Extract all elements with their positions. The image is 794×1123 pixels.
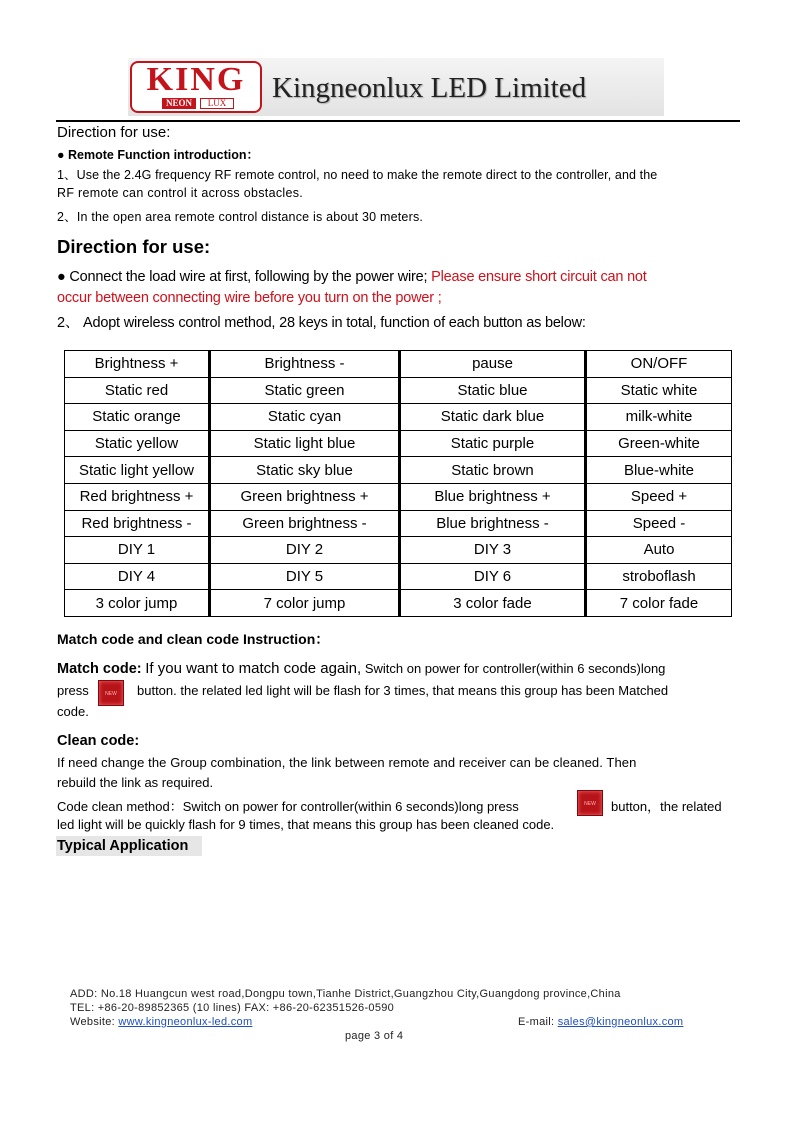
table-cell: Static orange (65, 404, 210, 431)
clean-code-line1: If need change the Group combination, the link between remote and receiver can be cleaned. Then (57, 755, 637, 770)
table-cell: 3 color jump (65, 590, 210, 617)
table-cell: ON/OFF (586, 351, 732, 378)
bullet-warning-text: Please ensure short circuit can not (431, 269, 647, 285)
clean-method-after: button，the related (611, 799, 722, 814)
table-cell: Static light blue (210, 430, 400, 457)
table-row (65, 563, 732, 590)
clean-code-line4: led light will be quickly flash for 9 times, that means this group has been cleaned code. (57, 817, 555, 832)
match-code-text-large: If you want to match code again, (145, 660, 362, 677)
table-cell: Static light yellow (65, 457, 210, 484)
clean-code-label: Clean code: (57, 733, 140, 749)
remote-function-subheading: ● Remote Function introduction： (57, 148, 259, 162)
match-code-after-button: button. the related led light will be flash for 3 times, that means this group has been Matched (137, 683, 669, 698)
table-cell: Auto (586, 537, 732, 564)
match-code-text: Switch on power for controller(within 6 seconds)long (364, 661, 666, 676)
table-cell: Static dark blue (400, 404, 586, 431)
table-cell: Green-white (586, 430, 732, 457)
header-divider (56, 120, 740, 122)
section1-line1b: RF remote can control it across obstacles. (57, 186, 304, 200)
table-row (65, 510, 732, 537)
table-cell: Static green (210, 377, 400, 404)
table-cell: Static blue (400, 377, 586, 404)
table-cell: DIY 1 (65, 537, 210, 564)
table-cell: Static yellow (65, 430, 210, 457)
match-code-label: Match code: (57, 661, 142, 677)
bullet-warning-text-2: occur between connecting wire before you turn on the power ; (57, 290, 442, 306)
table-cell: DIY 4 (65, 563, 210, 590)
section2-heading: Direction for use: (57, 236, 211, 257)
table-row (65, 483, 732, 510)
table-cell: Red brightness + (65, 483, 210, 510)
page-number: page 3 of 4 (345, 1030, 404, 1042)
section1-line2: 2、In the open area remote control distance is about 30 meters. (57, 210, 424, 224)
table-cell: Static brown (400, 457, 586, 484)
footer-address: ADD: No.18 Huangcun west road,Dongpu town,Tianhe District,Guangzhou City,Guangdong province,China (70, 988, 621, 1000)
match-clean-heading: Match code and clean code Instruction： (57, 631, 330, 647)
table-row (65, 537, 732, 564)
table-cell: DIY 5 (210, 563, 400, 590)
table-row (65, 377, 732, 404)
remote-keys-table (64, 350, 732, 617)
table-cell: DIY 6 (400, 563, 586, 590)
table-cell: Speed - (586, 510, 732, 537)
table-cell: Blue brightness - (400, 510, 586, 537)
table-cell: DIY 2 (210, 537, 400, 564)
logo-neon-text: NEON (162, 98, 196, 109)
table-row (65, 590, 732, 617)
match-code-end: code. (57, 704, 89, 719)
table-cell: Static sky blue (210, 457, 400, 484)
table-cell: pause (400, 351, 586, 378)
table-cell: 7 color fade (586, 590, 732, 617)
footer-email-label: E-mail: (518, 1016, 555, 1028)
typical-application-heading: Typical Application (57, 838, 189, 854)
logo-lux-text: LUX (200, 98, 234, 109)
table-cell: Red brightness - (65, 510, 210, 537)
clean-code-line2: rebuild the link as required. (57, 775, 214, 790)
table-cell: Brightness + (65, 351, 210, 378)
clean-code-button-icon: NEW (577, 790, 603, 816)
section1-heading: Direction for use: (57, 124, 171, 141)
section2-line2: 2、 Adopt wireless control method, 28 keys in total, function of each button as below: (57, 315, 586, 331)
section1-line1: 1、Use the 2.4G frequency RF remote control, no need to make the remote direct to the controller, and the (57, 168, 658, 182)
table-cell: milk-white (586, 404, 732, 431)
clean-method-before: Code clean method：Switch on power for controller(within 6 seconds)long press (57, 799, 519, 814)
table-cell: Blue brightness + (400, 483, 586, 510)
company-name: Kingneonlux LED Limited (272, 72, 587, 104)
footer-tel: TEL: +86-20-89852365 (10 lines) FAX: +86-20-62351526-0590 (70, 1002, 395, 1014)
table-cell: Green brightness - (210, 510, 400, 537)
table-cell: 7 color jump (210, 590, 400, 617)
table-cell: 3 color fade (400, 590, 586, 617)
table-cell: stroboflash (586, 563, 732, 590)
logo-main-text: KING (146, 61, 246, 98)
footer-website-label: Website: (70, 1016, 115, 1028)
match-press-label: press (57, 683, 89, 698)
company-logo (130, 61, 262, 113)
table-cell: DIY 3 (400, 537, 586, 564)
table-cell: Green brightness + (210, 483, 400, 510)
table-cell: Blue-white (586, 457, 732, 484)
section2-bullet (57, 269, 647, 285)
table-row (65, 404, 732, 431)
table-cell: Static white (586, 377, 732, 404)
footer-website-link[interactable]: www.kingneonlux-led.com (118, 1016, 253, 1028)
table-cell: Static red (65, 377, 210, 404)
table-row (65, 351, 732, 378)
match-code-button-icon: NEW (98, 680, 124, 706)
table-row (65, 430, 732, 457)
table-cell: Speed + (586, 483, 732, 510)
table-cell: Static cyan (210, 404, 400, 431)
bullet-black-text: ● Connect the load wire at first, following by the power wire; (57, 269, 428, 285)
table-cell: Static purple (400, 430, 586, 457)
table-row (65, 457, 732, 484)
match-code-line1 (57, 660, 665, 677)
footer-email-link[interactable]: sales@kingneonlux.com (557, 1016, 684, 1028)
table-cell: Brightness - (210, 351, 400, 378)
